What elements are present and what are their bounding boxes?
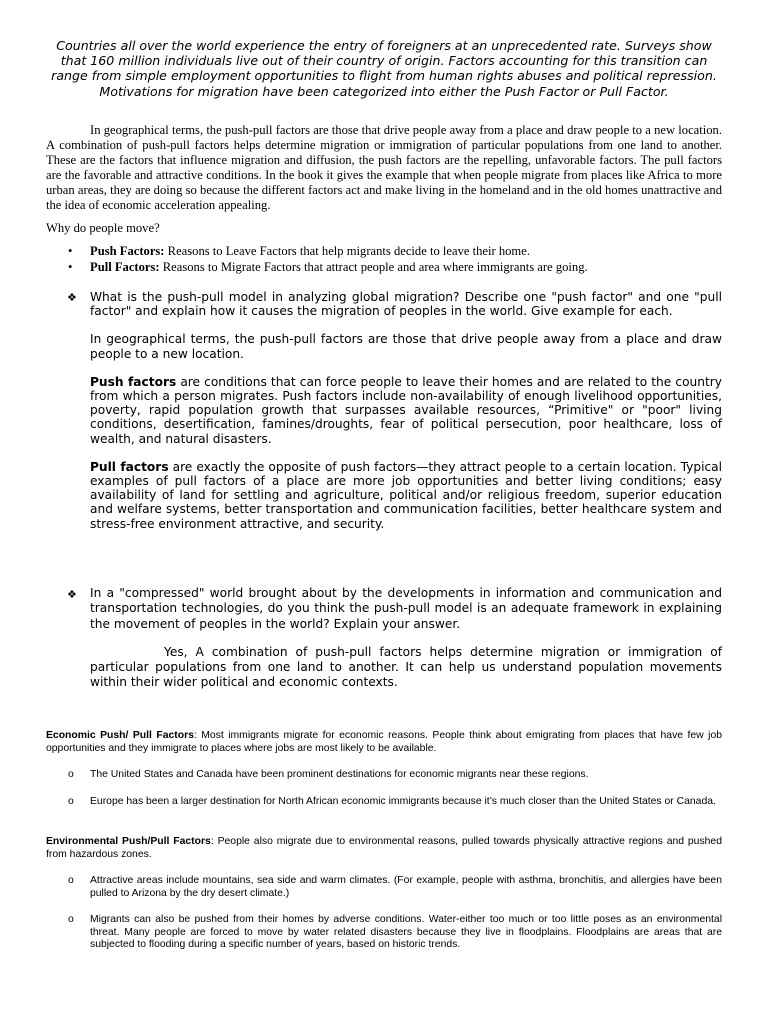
pull-factors-answer: [90, 460, 722, 531]
pull-factors-answer-text: are exactly the opposite of push factors—they attract people to a certain location. Typical examples of pull factors of a place are more job opportunities and better living conditions; easy availability of land for settling and agriculture, political and/or religious freedom, superior education and welfare systems, better transportation and communication facilities, better healthcare system and stress-free environment attractive, and security.: [90, 459, 723, 531]
diamond-bullet-icon: ❖: [67, 291, 77, 304]
push-factors-label: Push Factors:: [90, 244, 165, 258]
pull-factors-answer-label: Pull factors: [90, 459, 169, 474]
push-factors-answer-label: Push factors: [90, 374, 177, 389]
list-item: [46, 914, 722, 952]
question-2-text: In a "compressed" world brought about by the developments in information and communication and transportation technologies, do you think the push-pull model is an adequate framework in explaining the movement of peoples in the world? Explain your answer.: [90, 586, 722, 631]
environmental-item-text: Migrants can also be pushed from their homes by adverse conditions. Water-either too much or too little poses as an environmental threat. Many people are forced to move by water related disasters because they live in floodplains. Floodplains are areas that are subjected to flooding during a specific number of years, based on historic trends.: [90, 914, 722, 951]
list-item: [46, 875, 722, 900]
question-1-text: What is the push-pull model in analyzing global migration? Describe one "push factor" and one "pull factor" and explain how it causes the migration of peoples in the world. Give example for each.: [90, 290, 722, 319]
economic-factors-paragraph: [46, 730, 722, 755]
geography-paragraph: In geographical terms, the push-pull factors are those that drive people away from a place and draw people to a new location. A combination of push-pull factors helps determine migration or immigration of particular populations from one land to another. These are the factors that influence migration and diffusion, the push factors are the repelling, unfavorable factors. The pull factors are the favorable and attractive conditions. In the book it gives the example that when people migrate from places like Africa to more urban areas, they are doing so because the different factors act and make living in the homeland and in the old homes unattractive and the idea of economic acceleration appealing.: [46, 123, 722, 213]
economic-factors-label: Economic Push/ Pull Factors: [46, 730, 194, 741]
list-item: [46, 260, 722, 276]
question-2: [46, 586, 722, 632]
environmental-factors-label: Environmental Push/Pull Factors: [46, 836, 211, 847]
factor-bullet-list: [46, 244, 722, 275]
answer-1-intro: In geographical terms, the push-pull factors are those that drive people away from a place and draw people to a new location.: [90, 332, 722, 361]
list-item: [46, 244, 722, 260]
pull-factors-label: Pull Factors:: [90, 259, 160, 274]
environmental-factors-text: : People also migrate due to environmental reasons, pulled towards physically attractive regions and pushed from hazardous zones.: [46, 836, 722, 860]
intro-paragraph: Countries all over the world experience the entry of foreigners at an unprecedented rate. Surveys show that 160 million individuals live out of their country of origin. Factors accounting for this transition can range from simple employment opportunities to flight from human rights abuses and political repression. Motivations for migration have been categorized into either the Push Factor or Pull Factor.: [51, 38, 717, 99]
economic-factors-text: : Most immigrants migrate for economic reasons. People think about emigrating from places that have few job opportunities and they immigrate to places where jobs are most likely to be available.: [46, 730, 722, 754]
question-1-block: [46, 290, 722, 531]
pull-factors-text: Reasons to Migrate Factors that attract people and area where immigrants are going.: [159, 259, 588, 274]
question-2-block: [46, 586, 722, 691]
bullet-icon: •: [68, 244, 73, 258]
answer-2: Yes, A combination of push-pull factors helps determine migration or immigration of particular populations from one land to another. It can help us understand population movements within their wider political and economic contexts.: [90, 644, 722, 690]
circle-bullet-icon: o: [68, 796, 74, 807]
circle-bullet-icon: o: [68, 769, 74, 780]
list-item: [46, 796, 722, 809]
economic-item-text: Europe has been a larger destination for North African economic immigrants because it’s much closer than the United States or Canada.: [90, 796, 716, 807]
environmental-item-text: Attractive areas include mountains, sea side and warm climates. (For example, people with asthma, bronchitis, and allergies have been pulled to Arizona by the dry desert climate.): [90, 875, 722, 899]
why-heading: Why do people move?: [46, 221, 160, 235]
question-1: [46, 290, 722, 318]
diamond-bullet-icon: ❖: [67, 588, 77, 601]
push-factors-answer: [90, 375, 722, 446]
push-factors-answer-text: are conditions that can force people to leave their homes and are related to the country from which a person migrates. Push factors include non-availability of enough livelihood opportunities, poverty, rapid population growth that surpasses available resources, “Primitive" or "poor" living conditions, desertification, famines/droughts, fear of political persecution, poor healthcare, loss of wealth, and natural disasters.: [90, 374, 722, 446]
circle-bullet-icon: o: [68, 875, 74, 886]
push-factors-text: Reasons to Leave Factors that help migrants decide to leave their home.: [164, 244, 530, 258]
environmental-factors-paragraph: [46, 836, 722, 861]
bullet-icon: •: [68, 259, 73, 274]
circle-bullet-icon: o: [68, 914, 74, 925]
list-item: [46, 769, 722, 782]
economic-item-text: The United States and Canada have been prominent destinations for economic migrants near these regions.: [90, 769, 589, 780]
